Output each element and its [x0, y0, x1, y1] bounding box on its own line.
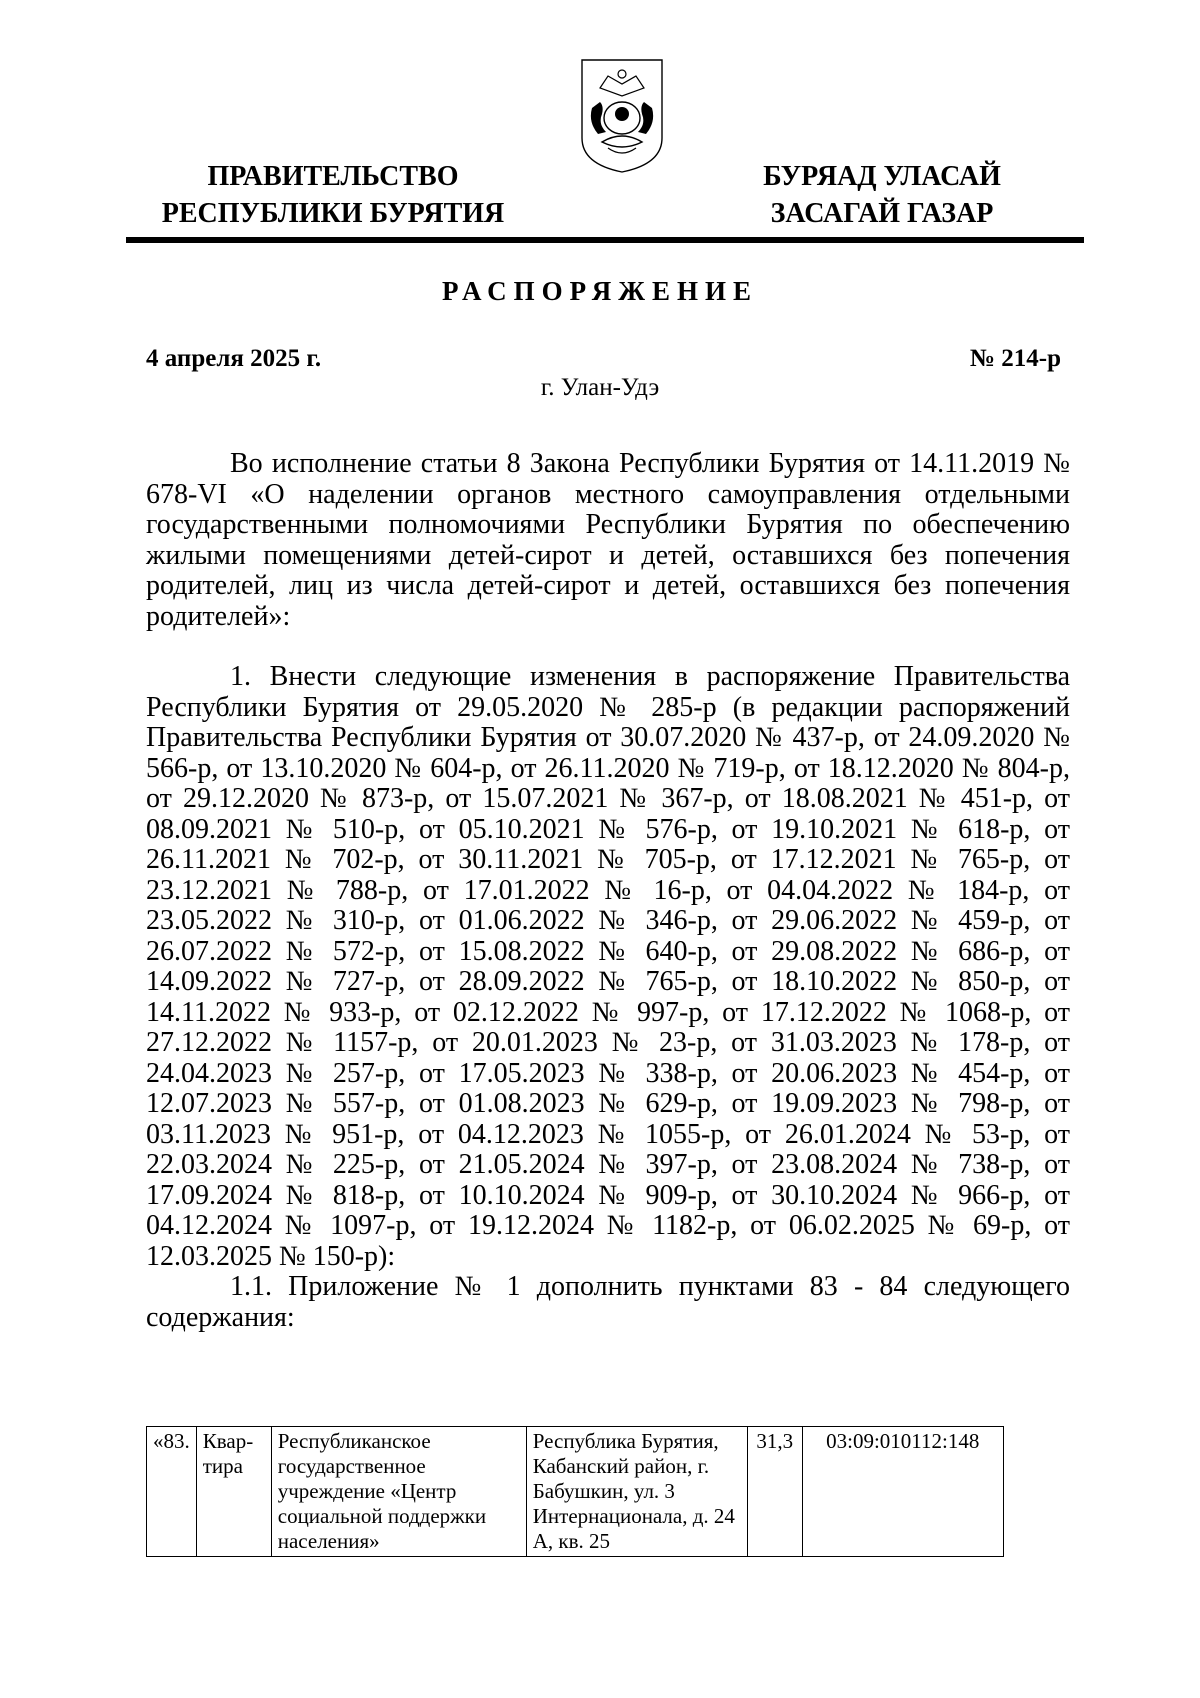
cell-number: «83.: [147, 1427, 197, 1557]
cell-cadastral: 03:09:010112:148: [802, 1427, 1003, 1557]
header-left-line2: РЕСПУБЛИКИ БУРЯТИЯ: [161, 198, 505, 229]
appendix-table: [146, 1426, 1004, 1557]
document-date: 4 апреля 2025 г.: [146, 345, 322, 372]
table-row: [147, 1427, 1004, 1557]
header-right-line2: ЗАСАГАЙ ГАЗАР: [770, 198, 994, 229]
coat-of-arms-icon: [578, 56, 666, 176]
cell-type: Квар-тира: [196, 1427, 271, 1557]
cell-holder: Республиканское государственное учреждение «Центр социальной поддержки населения»: [271, 1427, 526, 1557]
cell-area: 31,3: [747, 1427, 802, 1557]
header-right-line1: БУРЯАД УЛАСАЙ: [763, 161, 1001, 192]
document-city: г. Улан-Удэ: [540, 374, 660, 401]
header-divider: [126, 237, 1084, 243]
cell-address: Республика Бурятия, Кабанский район, г. Бабушкин, ул. 3 Интернационала, д. 24 А, кв. 25: [526, 1427, 747, 1557]
document-body: [146, 449, 1070, 1333]
document-number: № 214-р: [969, 345, 1061, 372]
preamble-paragraph: Во исполнение статьи 8 Закона Республики Бурятия от 14.11.2019 № 678-VI «О наделении органов местного самоуправления отдельными государственными полномочиями Республики Бурятия по обеспечению жилыми помещениями детей-сирот и детей, оставшихся без попечения родителей, лиц из числа детей-сирот и детей, оставшихся без попечения родителей»:: [146, 448, 1070, 632]
document-title: РАСПОРЯЖЕНИЕ: [441, 276, 759, 306]
header-left: [148, 158, 518, 232]
point-1-paragraph: 1. Внести следующие изменения в распоряжение Правительства Республики Бурятия от 29.05.2020 № 285-р (в редакции распоряжений Правительства Республики Бурятия от 30.07.2020 № 437-р, от 24.09.2020 № 566-р, от 13.10.2020 № 604-р, от 26.11.2020 № 719-р, от 18.12.2020 № 804-р, от 29.12.2020 № 873-р, от 15.07.2021 № 367-р, от 18.08.2021 № 451-р, от 08.09.2021 № 510-р, от 05.10.2021 № 576-р, от 19.10.2021 № 618-р, от 26.11.2021 № 702-р, от 30.11.2021 № 705-р, от 17.12.2021 № 765-р, от 23.12.2021 № 788-р, от 17.01.2022 № 16-р, от 04.04.2022 № 184-р, от 23.05.2022 № 310-р, от 01.06.2022 № 346-р, от 29.06.2022 № 459-р, от 26.07.2022 № 572-р, от 15.08.2022 № 640-р, от 29.08.2022 № 686-р, от 14.09.2022 № 727-р, от 28.09.2022 № 765-р, от 18.10.2022 № 850-р, от 14.11.2022 № 933-р, от 02.12.2022 № 997-р, от 17.12.2022 № 1068-р, от 27.12.2022 № 1157-р, от 20.01.2023 № 23-р, от 31.03.2023 № 178-р, от 24.04.2023 № 257-р, от 17.05.2023 № 338-р, от 20.06.2023 № 454-р, от 12.07.2023 № 557-р, от 01.08.2023 № 629-р, от 19.09.2023 № 798-р, от 03.11.2023 № 951-р, от 04.12.2023 № 1055-р, от 26.01.2024 № 53-р, от 22.03.2024 № 225-р, от 21.05.2024 № 397-р, от 23.08.2024 № 738-р, от 17.09.2024 № 818-р, от 10.10.2024 № 909-р, от 30.10.2024 № 966-р, от 04.12.2024 № 1097-р, от 19.12.2024 № 1182-р, от 06.02.2025 № 69-р, от 12.03.2025 № 150-р):: [146, 661, 1070, 1272]
header-left-line1: ПРАВИТЕЛЬСТВО: [207, 161, 459, 192]
point-1-1-paragraph: 1.1. Приложение № 1 дополнить пунктами 83 - 84 следующего содержания:: [146, 1271, 1070, 1333]
header-right: [732, 158, 1032, 232]
